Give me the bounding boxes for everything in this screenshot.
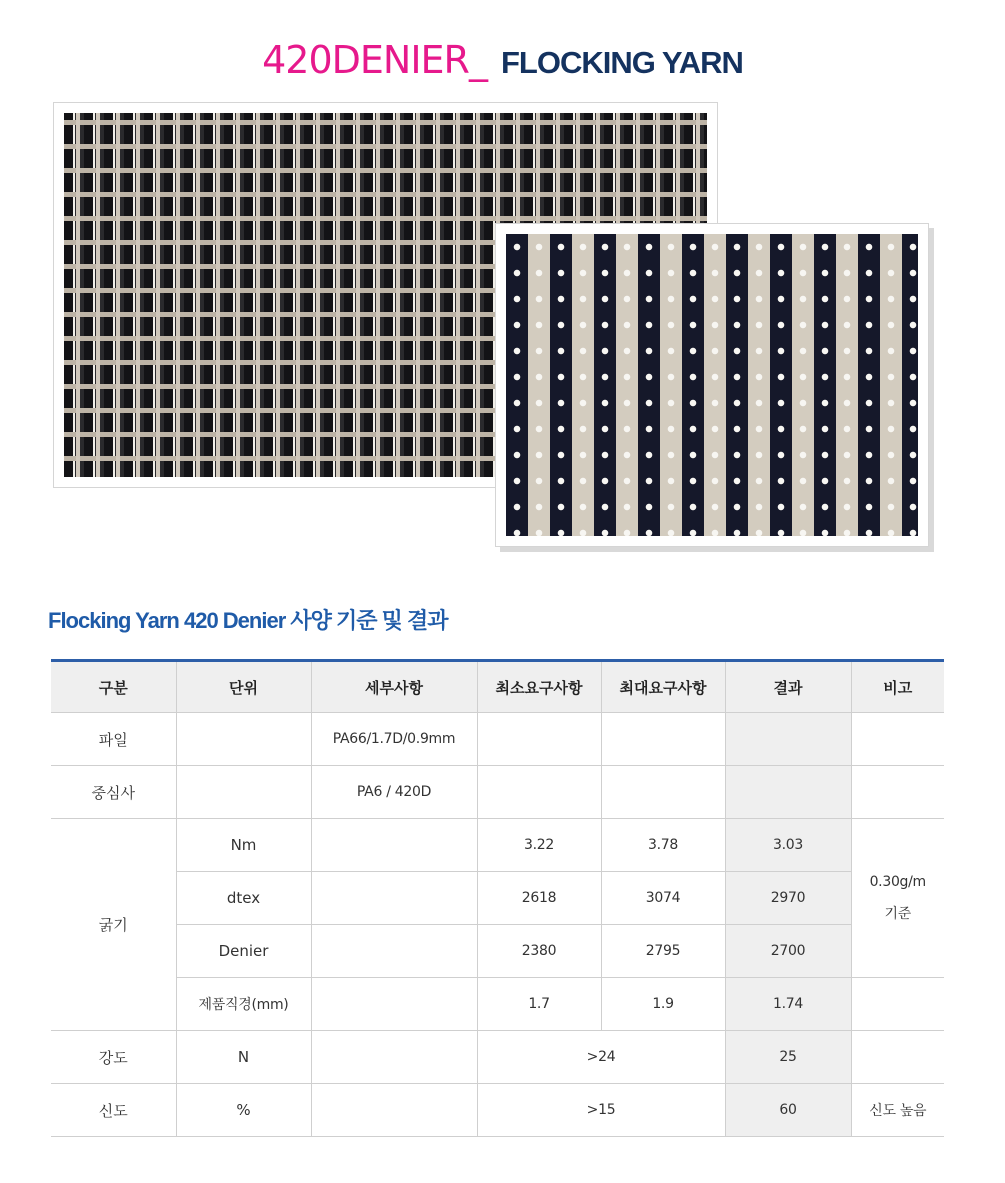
fabric-photo-closeup [495,223,929,547]
cell-detail [311,925,477,978]
table-row-thickness-denier [51,925,944,978]
cell-unit: Nm [176,819,311,872]
cell-note [851,713,944,766]
cell-detail: PA66/1.7D/0.9mm [311,713,477,766]
cell-result: 1.74 [725,978,851,1031]
spec-table-heading: Flocking Yarn 420 Denier 사양 기준 및 결과 [48,608,448,633]
cell-result [725,713,851,766]
title-flocking-yarn: FLOCKING YARN [500,45,743,80]
cell-detail [311,872,477,925]
cell-requirement: >15 [477,1084,725,1137]
cell-note [851,766,944,819]
table-row-elongation [51,1084,944,1137]
cell-min: 2380 [477,925,601,978]
cell-min [477,766,601,819]
table-row-core [51,766,944,819]
header-category: 구분 [51,661,176,713]
table-row-pile [51,713,944,766]
cell-detail [311,819,477,872]
cell-unit: 제품직경(mm) [176,978,311,1031]
cell-unit: % [176,1084,311,1137]
cell-detail [311,1031,477,1084]
cell-category: 신도 [51,1084,176,1137]
note-basis-value: 0.30g/m [869,874,926,890]
table-row-thickness-nm [51,819,944,872]
cell-requirement: >24 [477,1031,725,1084]
cell-unit: N [176,1031,311,1084]
cell-result: 60 [725,1084,851,1137]
cell-detail [311,978,477,1031]
header-detail: 세부사항 [311,661,477,713]
cell-result: 2700 [725,925,851,978]
table-row-thickness-dtex [51,872,944,925]
header-note: 비고 [851,661,944,713]
cell-unit [176,766,311,819]
table-header-row [51,661,944,713]
cell-category: 강도 [51,1031,176,1084]
cell-result: 3.03 [725,819,851,872]
cell-note: 신도 높음 [851,1084,944,1137]
fabric-photo-closeup-image [506,234,918,536]
cell-unit: Denier [176,925,311,978]
cell-category: 굵기 [51,819,176,1031]
table-row-strength [51,1031,944,1084]
cell-note [851,978,944,1031]
header-max: 최대요구사항 [601,661,725,713]
cell-min: 2618 [477,872,601,925]
cell-min [477,713,601,766]
cell-min: 3.22 [477,819,601,872]
spec-table [51,659,944,1137]
cell-detail: PA6 / 420D [311,766,477,819]
cell-min: 1.7 [477,978,601,1031]
cell-max: 3074 [601,872,725,925]
cell-unit [176,713,311,766]
note-basis-label: 기준 [884,906,911,922]
cell-max: 2795 [601,925,725,978]
cell-result [725,766,851,819]
cell-note [851,819,944,978]
header-result: 결과 [725,661,851,713]
cell-max [601,713,725,766]
title-denier: 420DENIER_ [262,38,487,82]
header-min: 최소요구사항 [477,661,601,713]
cell-result: 2970 [725,872,851,925]
cell-detail [311,1084,477,1137]
cell-unit: dtex [176,872,311,925]
cell-max: 1.9 [601,978,725,1031]
page-title [0,38,1005,82]
cell-category: 중심사 [51,766,176,819]
cell-category: 파일 [51,713,176,766]
cell-max [601,766,725,819]
cell-result: 25 [725,1031,851,1084]
table-row-thickness-diameter [51,978,944,1031]
header-unit: 단위 [176,661,311,713]
cell-max: 3.78 [601,819,725,872]
cell-note [851,1031,944,1084]
